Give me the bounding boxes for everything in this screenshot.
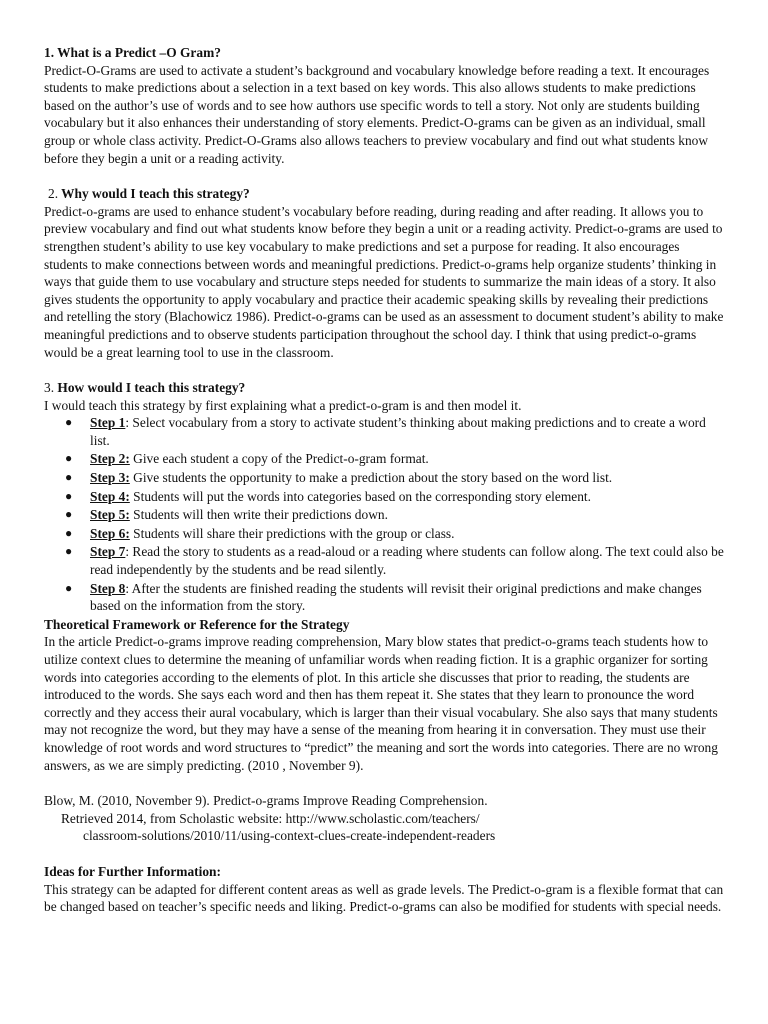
bullet-icon: ● (65, 525, 73, 540)
section-title: Ideas for Further Information: (44, 863, 221, 879)
steps-list (44, 414, 724, 615)
step-text: Give each student a copy of the Predict-o-gram format. (129, 451, 429, 467)
list-item (65, 543, 724, 578)
section-title: Theoretical Framework or Reference for the Strategy (44, 616, 350, 632)
list-item (65, 580, 724, 615)
section-heading (44, 44, 724, 62)
bullet-icon: ● (65, 580, 73, 595)
step-label: Step 8 (90, 580, 126, 596)
section-title: What is a Predict –O Gram? (57, 45, 221, 60)
list-item (65, 525, 724, 543)
step-text: Students will share their predictions with the group or class. (129, 525, 455, 541)
step-label: Step 2: (90, 451, 130, 467)
bullet-icon: ● (65, 470, 73, 485)
section-what-is (44, 44, 724, 167)
step-label: Step 1 (90, 415, 126, 431)
step-label: Step 4: (90, 488, 130, 504)
list-item (65, 488, 724, 506)
section-title: How would I teach this strategy? (57, 380, 246, 396)
citation-line: Retrieved 2014, from Scholastic website: http://www.scholastic.com/teachers/ (61, 810, 480, 826)
step-separator: : (125, 580, 130, 596)
step-text: After the students are finished reading the students will revisit their original predictions and make changes based on the information from the story. (90, 580, 702, 614)
section-why-teach (44, 185, 724, 361)
reference-citation (44, 792, 724, 845)
section-heading (44, 379, 724, 397)
section-title: Why would I teach this strategy? (61, 186, 250, 202)
section-heading (44, 185, 724, 203)
step-separator: : (125, 544, 130, 560)
step-text: Give students the opportunity to make a prediction about the story based on the word list. (129, 470, 613, 486)
section-further-info (44, 863, 724, 916)
list-item (65, 469, 724, 487)
step-text: Read the story to students as a read-aloud or a reading where students can follow along. The text could also be read independently by the students and be read silently. (90, 544, 724, 578)
bullet-icon: ● (65, 544, 73, 559)
section-framework (44, 616, 724, 774)
section-body: Predict-o-grams are used to enhance student’s vocabulary before reading, during reading and after reading. It allows you to preview vocabulary and find out what students know before they begin a unit or a reading activity. Predict-o-grams are used to strengthen student’s ability to use key vocabulary to make predictions and set a purpose for reading. It also encourages students to make connections between words and meaningful predictions. Predict-o-grams help organize students’ thinking in ways that guide them to use vocabulary and structure steps needed for students to summarize the main ideas of a story. It also gives students the opportunity to apply vocabulary and practice their academic speaking skills by revealing their predictions and retelling the story (Blachowicz 1986). Predict-o-grams can be used as an assessment to document student’s ability to make meaningful predictions and to observe students participation throughout the school day. I think that using predict-o-grams would be a great learning tool to use in the classroom. (44, 203, 724, 360)
bullet-icon: ● (65, 415, 73, 430)
step-label: Step 3: (90, 470, 130, 486)
section-body: In the article Predict-o-grams improve reading comprehension, Mary blow states that predict-o-grams teach students how to utilize context clues to determine the meaning of unfamiliar words when reading fiction. It is a graphic organizer for sorting words into categories according to the elements of plot. In this article she discusses that prior to reading, the students are introduced to the words. She says each word and then has them repeat it. She states that they learn to pronounce the word correctly and they access their aural vocabulary, which is larger than their visual vocabulary. She also says that many students may not recognize the word, but they may have a sense of the meaning from hearing it in conversation. They must use their knowledge of root words and word structures to “predict” the meaning and sort the words into categories. There are no wrong answers, as we are simply predicting. (2010 , November 9). (44, 634, 718, 773)
citation-url-line: classroom-solutions/2010/11/using-context-clues-create-independent-readers (83, 828, 496, 844)
step-text: Students will then write their predictions down. (129, 507, 388, 523)
step-label: Step 6: (90, 525, 130, 541)
section-body: This strategy can be adapted for different content areas as well as grade levels. The Predict-o-gram is a flexible format that can be changed based on teacher’s specific needs and liking. Predict-o-grams can also be modified for students with special needs. (44, 881, 724, 915)
section-intro: I would teach this strategy by first explaining what a predict-o-gram is and then model it. (44, 397, 522, 413)
step-separator: : (125, 415, 130, 431)
list-item (65, 450, 724, 468)
step-text: Select vocabulary from a story to activate student’s thinking about making predictions and to create a word list. (90, 415, 706, 448)
citation-line: Blow, M. (2010, November 9). Predict-o-grams Improve Reading Comprehension. (44, 793, 488, 809)
bullet-icon: ● (65, 488, 73, 503)
bullet-icon: ● (65, 451, 73, 466)
step-label: Step 7 (90, 544, 126, 560)
step-label: Step 5: (90, 507, 130, 523)
section-body: Predict-O-Grams are used to activate a student’s background and vocabulary knowledge before reading a text. It encourages students to make predictions about a selection in a text based on key words. This also allows students to make predictions based on the author’s use of words and to see how authors use specific words to tell a story. Not only are students building vocabulary but it also enhances their understanding of story elements. Predict-O-grams can be given as an individual, small group or whole class activity. Predict-O-Grams also allows teachers to preview vocabulary and find out what students know before they begin a unit or a reading activity. (44, 62, 710, 166)
section-number: 1. (44, 45, 55, 60)
bullet-icon: ● (65, 507, 73, 522)
list-item (65, 506, 724, 524)
section-number: 2. (48, 186, 59, 202)
section-how-teach (44, 379, 724, 615)
section-number: 3. (44, 380, 55, 396)
list-item (65, 414, 724, 449)
step-text: Students will put the words into categories based on the corresponding story element. (129, 488, 591, 504)
